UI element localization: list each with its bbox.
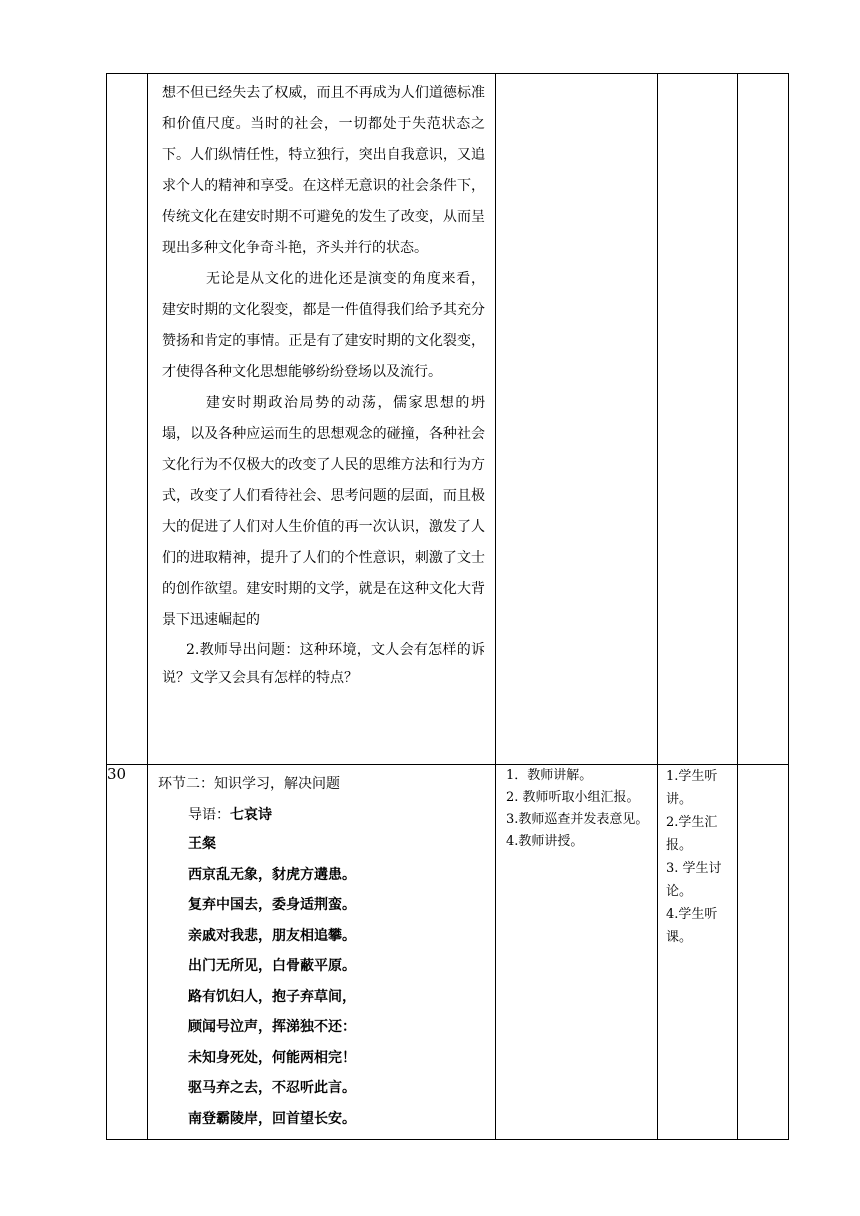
teacher-activity: 4.教师讲授。 bbox=[506, 834, 584, 849]
note-cell bbox=[738, 74, 789, 765]
lead-line bbox=[158, 801, 495, 829]
teacher-activity: 2. 教师听取小组汇报。 bbox=[506, 790, 640, 805]
poem-line: 出门无所见，白骨蔽平原。 bbox=[188, 958, 356, 974]
student-activity: 2.学生汇报。 bbox=[666, 815, 718, 853]
poem-line: 亲戚对我悲，朋友相追攀。 bbox=[188, 927, 356, 944]
section-heading: 环节二：知识学习，解决问题 bbox=[158, 776, 340, 792]
poem-title: 七哀诗 bbox=[230, 807, 272, 823]
teacher-activity: 1．教师讲解。 bbox=[506, 768, 593, 783]
poem-line: 南登霸陵岸，回首望长安。 bbox=[188, 1110, 356, 1127]
poem-line: 西京乱无象，豺虎方遘患。 bbox=[188, 866, 356, 883]
student-activity: 1.学生听讲。 bbox=[666, 769, 718, 807]
time-cell: 30 bbox=[107, 765, 148, 1140]
poem-line: 路有饥妇人，抱子弃草间， bbox=[188, 988, 356, 1005]
paragraph: 想不但已经失去了权威，而且不再成为人们道德标准和价值尺度。当时的社会，一切都处于失范状态之下。人们纵情任性，特立独行，突出自我意识，又追求个人的精神和享受。在这样无意识的社会条件下，传统文化在建安时期不可避免的发生了改变，从而呈现出多种文化争奇斗艳，齐头并行的状态。 bbox=[162, 85, 485, 256]
lesson-plan-table bbox=[106, 73, 789, 1140]
time-cell bbox=[107, 74, 148, 765]
poem bbox=[158, 829, 495, 1134]
table-row bbox=[107, 74, 789, 765]
poem-line: 未知身死处，何能两相完！ bbox=[188, 1049, 356, 1066]
teacher-activity-cell bbox=[496, 765, 658, 1140]
poem-line: 复弃中国去，委身适荆蛮。 bbox=[188, 897, 356, 913]
content-cell bbox=[148, 765, 496, 1140]
paragraph: 无论是从文化的进化还是演变的角度来看，建安时期的文化裂变，都是一件值得我们给予其充分赞扬和肯定的事情。正是有了建安时期的文化裂变，才使得各种文化思想能够纷纷登场以及流行。 bbox=[162, 271, 485, 380]
poem-author: 王粲 bbox=[188, 836, 216, 852]
paragraph: 建安时期政治局势的动荡，儒家思想的坍塌，以及各种应运而生的思想观念的碰撞，各种社会文化行为不仅极大的改变了人民的思维方法和行为方式，改变了人们看待社会、思考问题的层面，而且极大的促进了人们对人生价值的再一次认识，激发了人们的进取精神，提升了人们的个性意识，刺激了文士的创作欲望。建安时期的文学，就是在这种文化大背景下迅速崛起的 bbox=[162, 395, 485, 628]
student-activity: 4.学生听课。 bbox=[666, 907, 718, 945]
student-activity-cell bbox=[658, 765, 738, 1140]
lead-label: 导语： bbox=[188, 807, 230, 823]
table-row bbox=[107, 765, 789, 1140]
teacher-activity-cell bbox=[496, 74, 658, 765]
student-activity: 3. 学生讨论。 bbox=[666, 861, 722, 899]
student-activity-cell bbox=[658, 74, 738, 765]
note-cell bbox=[738, 765, 789, 1140]
teacher-activity: 3.教师巡查并发表意见。 bbox=[506, 812, 649, 827]
content-cell bbox=[148, 74, 496, 765]
teacher-question: 2.教师导出问题：这种环境，文人会有怎样的诉说？文学又会具有怎样的特点？ bbox=[162, 642, 485, 686]
poem-line: 顾闻号泣声，挥涕独不还： bbox=[188, 1019, 356, 1035]
poem-line: 驱马弃之去，不忍听此言。 bbox=[188, 1080, 356, 1096]
